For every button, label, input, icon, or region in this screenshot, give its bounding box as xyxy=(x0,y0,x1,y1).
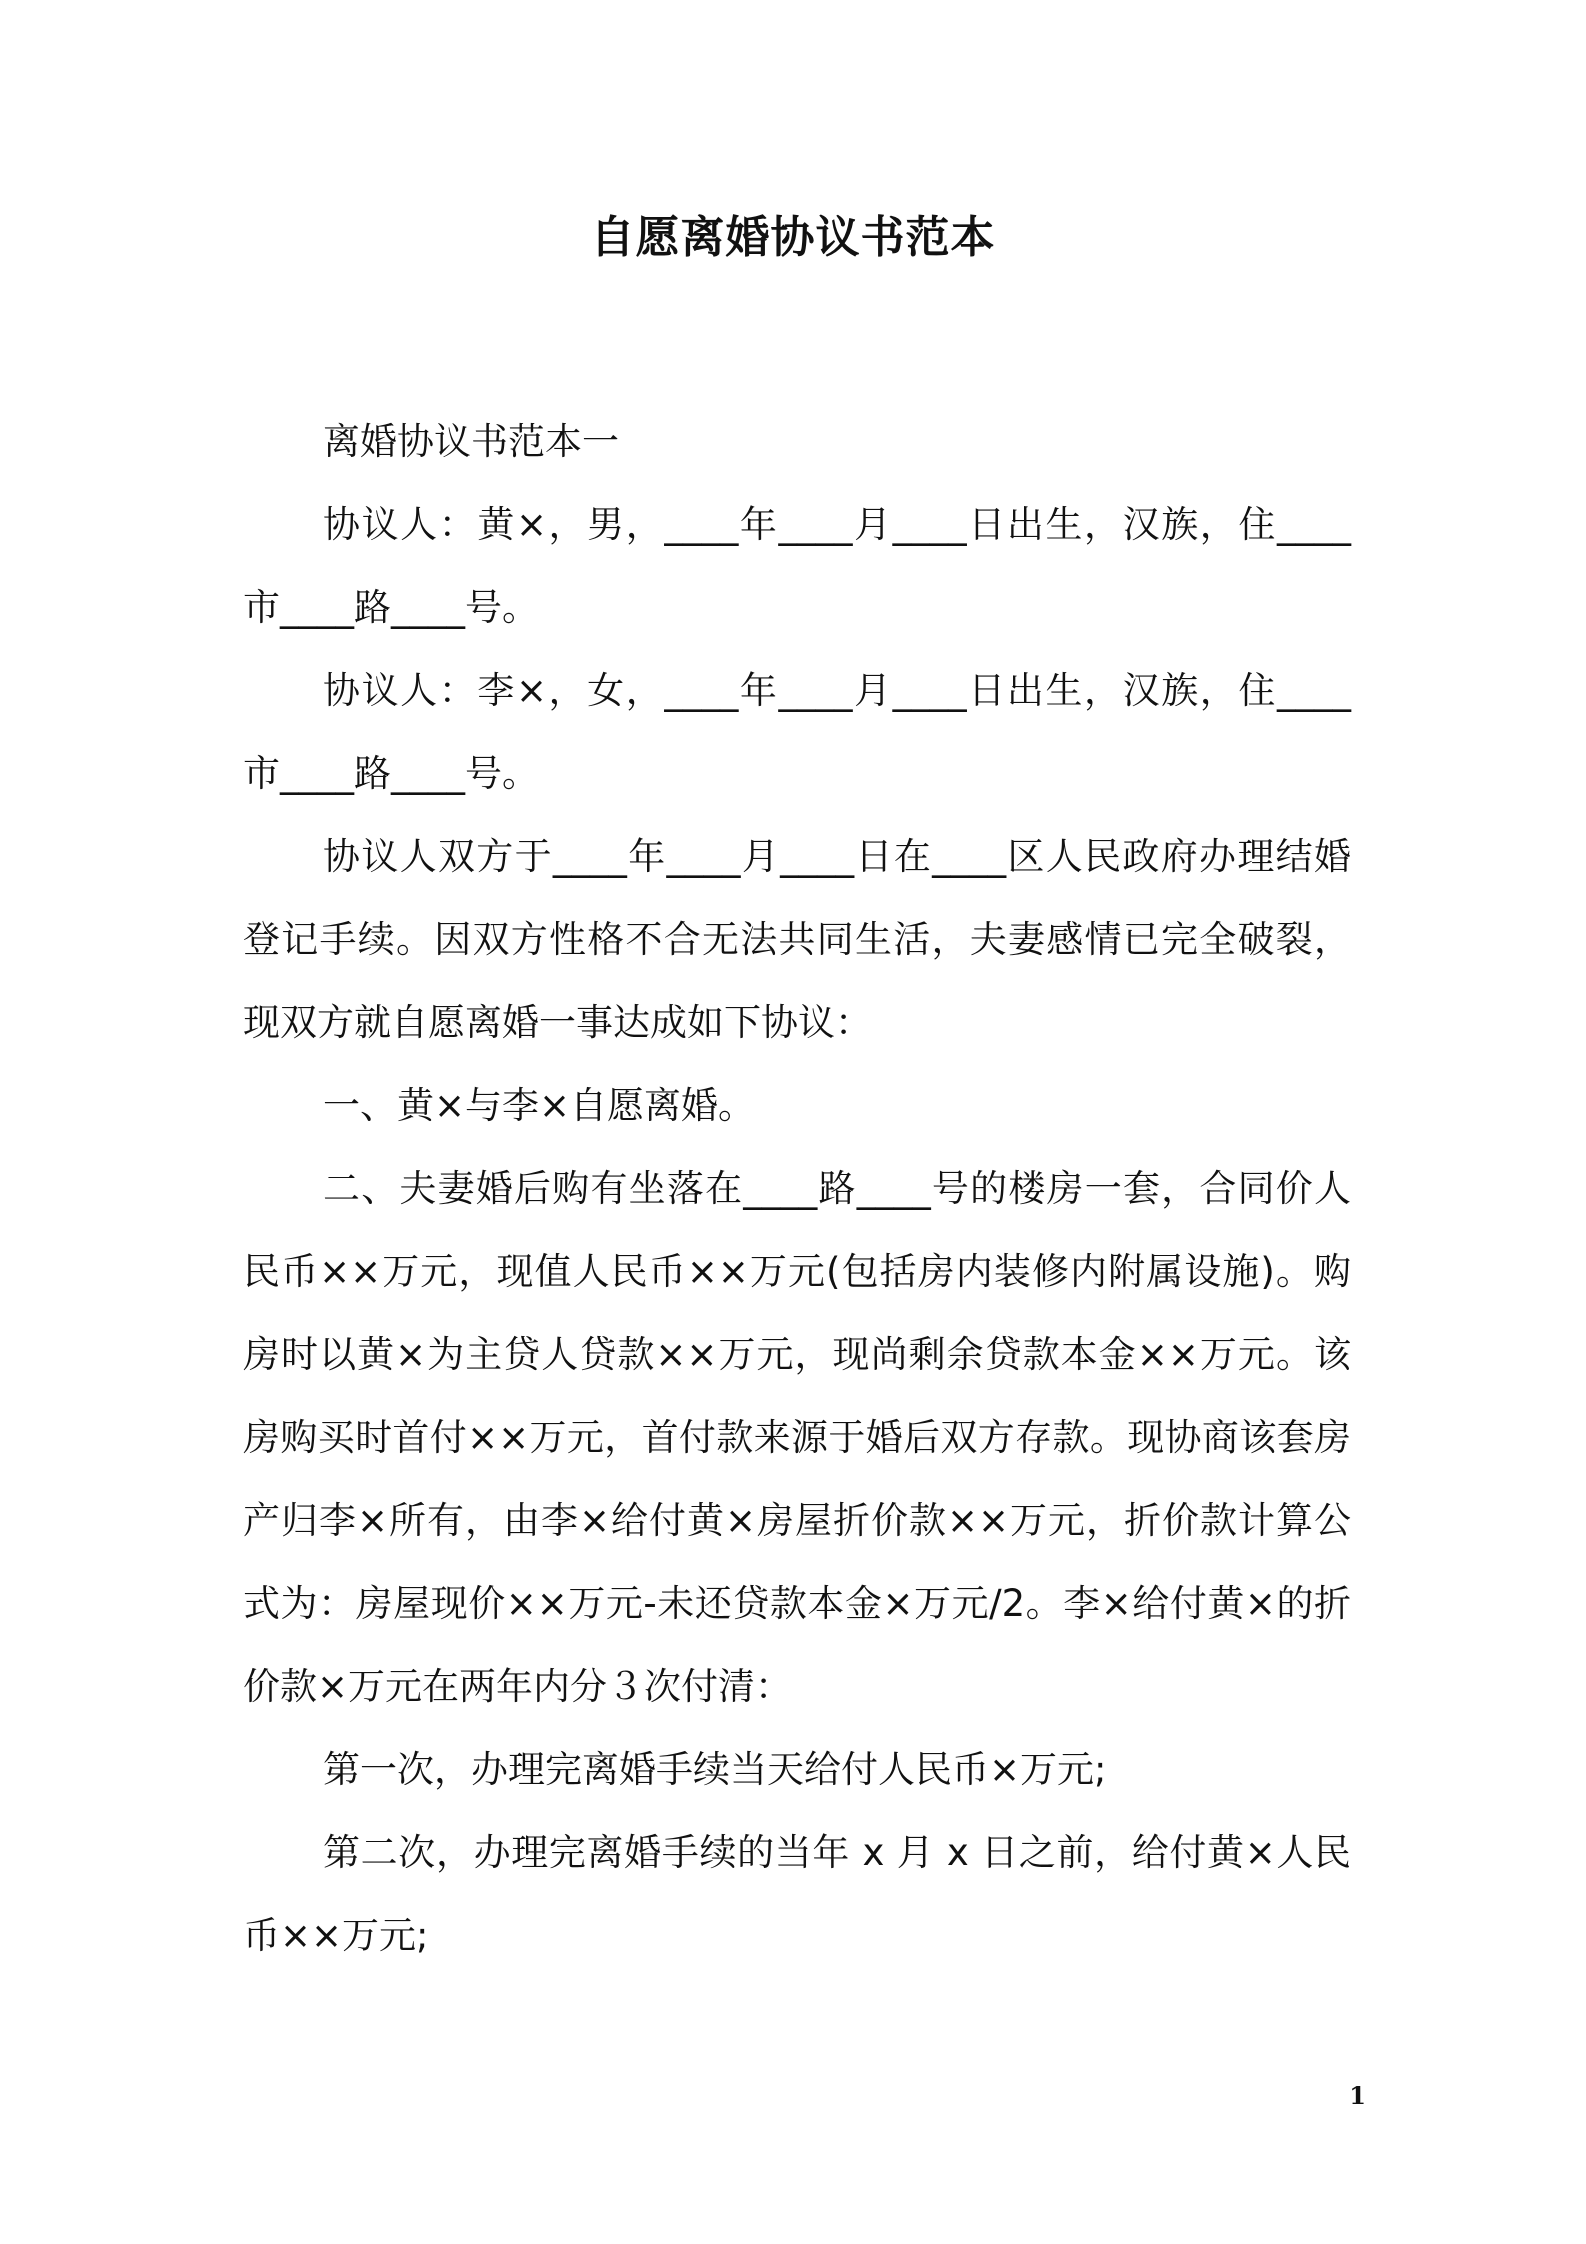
payment-second-paragraph: 第二次，办理完离婚手续的当年 x 月 x 日之前，给付黄×人民币××万元; xyxy=(243,1831,1351,1957)
document-body xyxy=(243,400,1351,1977)
payment-first-paragraph: 第一次，办理完离婚手续当天给付人民币×万元; xyxy=(323,1748,1107,1791)
page-number: 1 xyxy=(1349,2081,1366,2110)
clause-two-paragraph: 二、夫妻婚后购有坐落在____路____号的楼房一套，合同价人民币××万元，现值人民币××万元(包括房内装修内附属设施)。购房时以黄×为主贷人贷款××万元，现尚剩余贷款本金××万元。该房购买时首付××万元，首付款来源于婚后双方存款。现协商该套房产归李×所有，由李×给付黄×房屋折价款××万元，折价款计算公式为：房屋现价××万元-未还贷款本金×万元/2。李×给付黄×的折价款×万元在两年内分３次付清： xyxy=(243,1167,1351,1708)
party-two-paragraph: 协议人：李×，女，____年____月____日出生，汉族，住____市____路____号。 xyxy=(243,669,1351,795)
clause-one-paragraph: 一、黄×与李×自愿离婚。 xyxy=(323,1084,756,1127)
preamble-paragraph: 协议人双方于____年____月____日在____区人民政府办理结婚登记手续。因双方性格不合无法共同生活，夫妻感情已完全破裂，现双方就自愿离婚一事达成如下协议： xyxy=(243,835,1351,1044)
section-heading: 离婚协议书范本一 xyxy=(323,420,619,463)
document-title: 自愿离婚协议书范本 xyxy=(590,212,996,263)
party-one-paragraph: 协议人：黄×，男，____年____月____日出生，汉族，住____市____路____号。 xyxy=(243,503,1351,629)
